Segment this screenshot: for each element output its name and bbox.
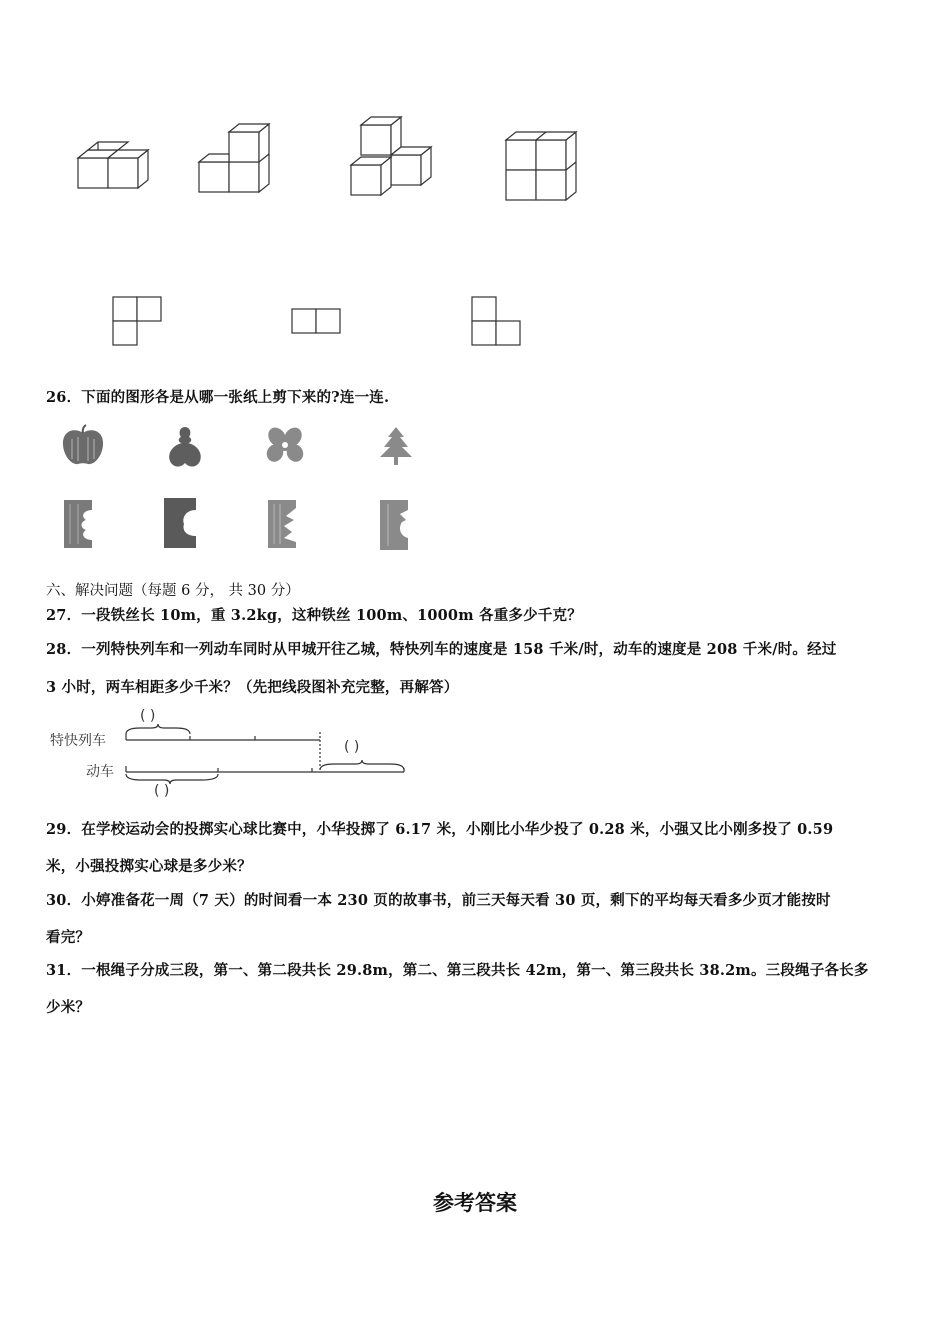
question-29-line-2: 米，小强投掷实心球是多少米？ xyxy=(46,858,252,875)
question-27: 27．一段铁丝长 10m，重 3.2kg，这种铁丝 100m、1000m 各重多少千克？ xyxy=(46,607,582,624)
flower-cutout-icon xyxy=(263,425,307,467)
question-30-line-2: 看完？ xyxy=(46,929,91,946)
view-3 xyxy=(471,296,523,348)
folded-paper-3-icon xyxy=(266,498,300,550)
folded-paper-2-icon xyxy=(162,496,198,550)
question-28-line-1: 28．一列特快列车和一列动车同时从甲城开往乙城，特快列车的速度是 158 千米/时，动车的速度是 208 千米/时。经过 xyxy=(46,641,837,658)
label-bullet-train: 动车 xyxy=(86,764,114,780)
paren-top: ( ) xyxy=(140,708,156,724)
question-31-line-1: 31．一根绳子分成三段，第一、第二段共长 29.8m，第二、第三段共长 42m，第一、第三段共长 38.2m。三段绳子各长多 xyxy=(46,962,869,979)
question-28-line-2: 3 小时，两车相距多少千米？（先把线段图补充完整，再解答） xyxy=(46,679,459,696)
paren-bottom: ( ) xyxy=(154,783,170,799)
section-6-heading: 六、解决问题（每题 6 分， 共 30 分） xyxy=(46,583,300,599)
view-1 xyxy=(112,296,164,348)
label-express-train: 特快列车 xyxy=(50,733,106,749)
tree-cutout-icon xyxy=(376,425,416,467)
question-26: 26．下面的图形各是从哪一张纸上剪下来的?连一连. xyxy=(46,389,390,406)
cube-stack-3 xyxy=(349,115,434,197)
cube-stack-1 xyxy=(76,138,151,193)
cube-stack-2 xyxy=(197,122,272,194)
question-29-line-1: 29．在学校运动会的投掷实心球比赛中，小华投掷了 6.17 米，小刚比小华少投了 0.28 米，小强又比小刚多投了 0.59 xyxy=(46,821,834,838)
segment-diagram xyxy=(120,722,410,782)
folded-paper-1-icon xyxy=(62,498,96,550)
question-31-line-2: 少米？ xyxy=(46,999,91,1016)
apple-cutout-icon xyxy=(60,425,106,467)
cube-stack-4 xyxy=(504,130,579,205)
paren-right: ( ) xyxy=(344,739,360,755)
folded-paper-4-icon xyxy=(378,498,414,552)
question-30-line-1: 30．小婷准备花一周（7 天）的时间看一本 230 页的故事书，前三天每天看 30 页，剩下的平均每天看多少页才能按时 xyxy=(46,892,831,909)
gourd-cutout-icon xyxy=(165,425,205,469)
view-2 xyxy=(291,308,343,336)
answers-title: 参考答案 xyxy=(433,1191,517,1215)
